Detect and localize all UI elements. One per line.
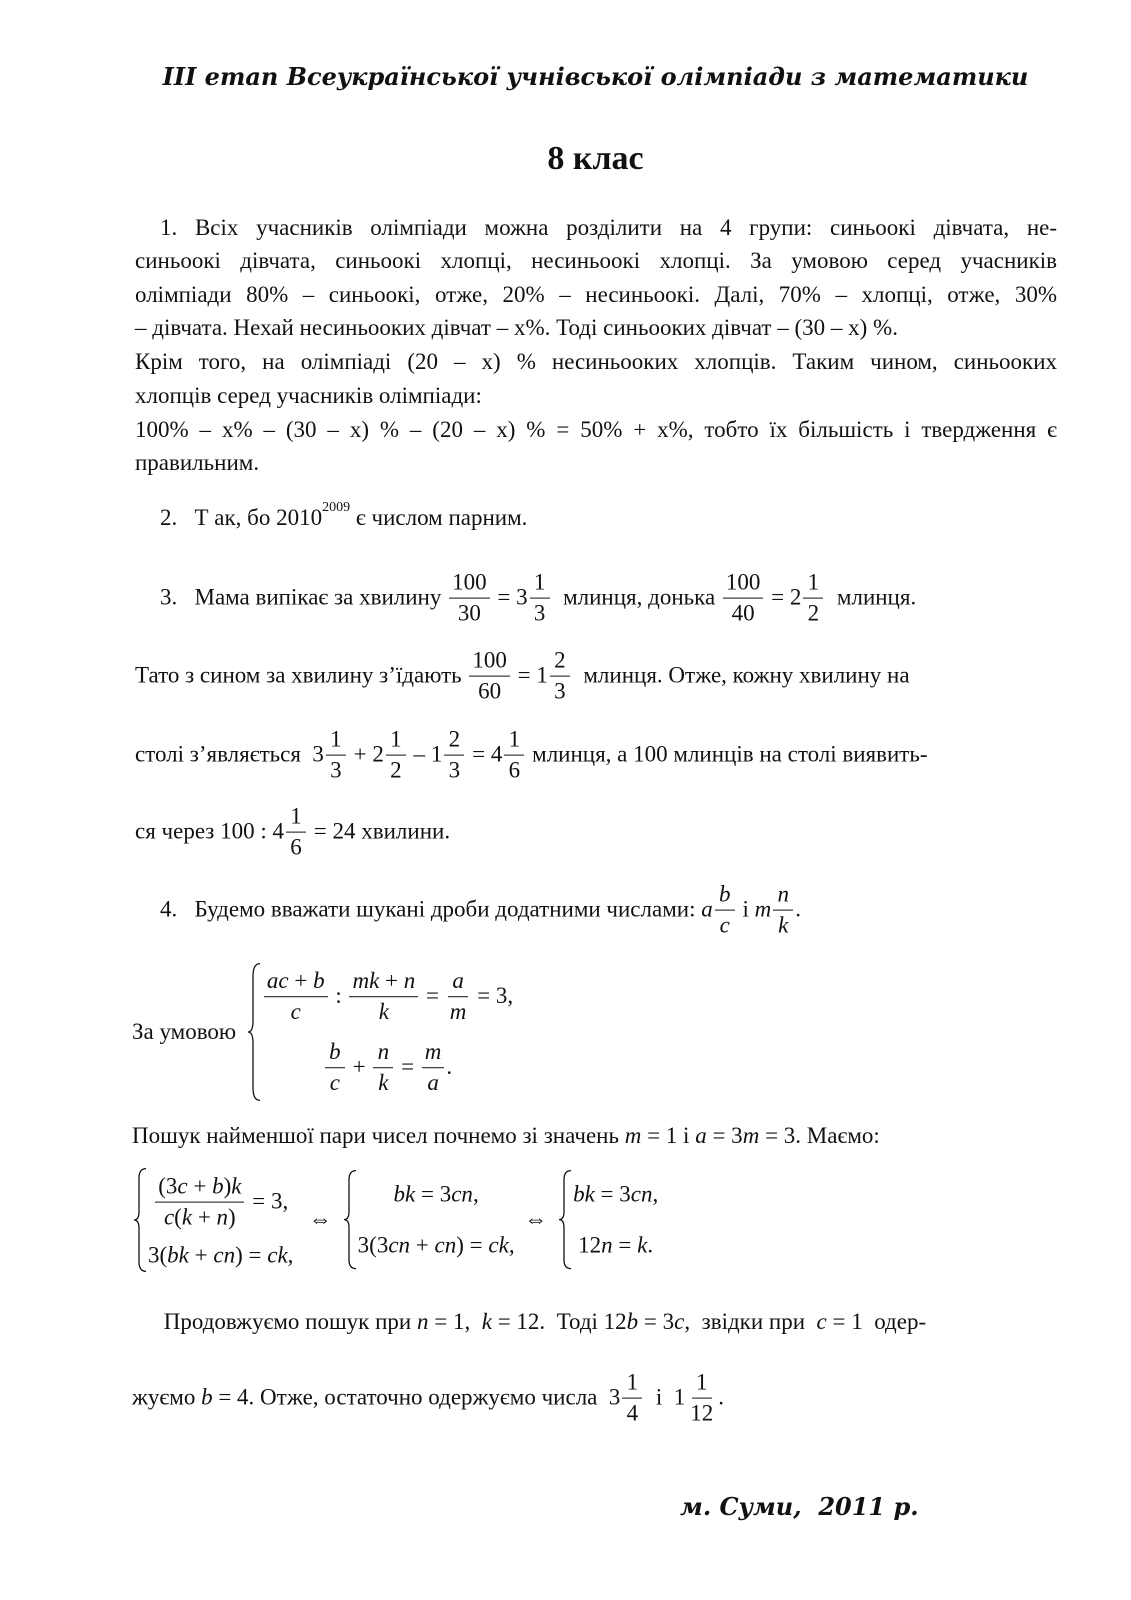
text: +	[188, 1242, 214, 1268]
equation-system	[342, 1170, 515, 1270]
denominator	[775, 911, 791, 941]
text: 2. Т ак, бо 2010	[160, 505, 323, 530]
system-row	[573, 1182, 658, 1208]
text: 100	[472, 647, 507, 673]
math-variable: bk	[573, 1181, 595, 1207]
math-variable: k	[637, 1232, 648, 1258]
text: 1	[290, 803, 302, 829]
text: млинця, а 100 млинців на столі виявить-	[526, 742, 928, 767]
text: )	[223, 1173, 232, 1199]
system-rows	[573, 1170, 658, 1270]
denominator	[551, 677, 569, 707]
text: ,	[287, 1242, 294, 1268]
text: За умовою	[132, 1019, 242, 1044]
fraction	[444, 725, 464, 786]
text: 3	[533, 600, 546, 626]
fraction	[803, 568, 823, 629]
denominator	[805, 599, 823, 629]
text: = 1,	[428, 1309, 482, 1334]
fraction	[504, 725, 524, 786]
text: 1	[696, 1369, 708, 1395]
denominator	[624, 1399, 642, 1429]
math-variable: bk	[393, 1181, 416, 1207]
math-variable: bk	[167, 1242, 189, 1268]
numerator	[773, 880, 793, 911]
text: жуємо	[132, 1385, 202, 1410]
equivalence-systems	[128, 1168, 662, 1273]
text: .	[647, 1232, 654, 1258]
text: ,	[652, 1181, 659, 1207]
text: млинця. Отже, кожну хвилину на	[571, 663, 910, 688]
math-variable: ac	[266, 968, 289, 994]
text: =	[612, 1232, 638, 1258]
fraction	[530, 568, 550, 629]
numerator	[326, 725, 346, 756]
text: +	[187, 1173, 213, 1199]
fraction	[422, 1037, 445, 1098]
denominator	[687, 1399, 716, 1429]
math-variable: b	[329, 1039, 341, 1064]
text: 3(	[148, 1242, 168, 1268]
math-variable: cn	[434, 1232, 457, 1258]
math-variable: m	[449, 999, 467, 1025]
math-variable: n	[777, 881, 789, 907]
text: = 3. Маємо:	[759, 1123, 880, 1148]
continue-line	[135, 1309, 926, 1335]
p1-line: олімпіади 80% – синьоокі, отже, 20% – несиньоокі. Далі, 70% – хлопці, отже, 30%	[135, 282, 1057, 307]
math-variable: n	[601, 1232, 613, 1258]
text: ) =	[235, 1242, 268, 1268]
denominator	[531, 599, 549, 629]
numerator	[422, 1037, 445, 1068]
condition-system	[132, 962, 517, 1102]
numerator	[715, 880, 735, 911]
p1-line: Крім того, на олімпіаді (20 – x) % несиньооких хлопців. Таким чином, синьооких	[135, 349, 1057, 374]
text: = 3,	[246, 1189, 289, 1214]
p1-line: хлопців серед учасників олімпіади:	[135, 383, 482, 408]
p1-line: 100% – x% – (30 – x) % – (20 – x) % = 50% + x%, тобто їх більшість і твердження є	[135, 417, 1057, 442]
numerator	[286, 802, 306, 833]
text: 6	[290, 834, 302, 860]
text: 2	[554, 647, 566, 673]
text: 1	[330, 726, 342, 752]
text: .	[446, 1054, 453, 1080]
system-rows	[148, 1168, 293, 1273]
math-variable: k	[778, 912, 789, 938]
search-line	[132, 1123, 880, 1149]
math-variable: c	[163, 1204, 175, 1230]
footer-place-year: м. Суми, 2011 р.	[680, 1492, 919, 1521]
numerator	[155, 1172, 244, 1203]
equation-system	[132, 1168, 293, 1273]
text: =	[395, 1054, 420, 1080]
fraction	[325, 1037, 345, 1098]
text: +	[346, 1054, 372, 1080]
numerator	[550, 646, 570, 677]
numerator	[723, 568, 764, 599]
math-variable: k	[181, 1204, 193, 1230]
numerator	[622, 1368, 642, 1399]
denominator	[375, 1068, 391, 1098]
math-variable: k	[378, 1069, 389, 1095]
math-variable: b	[626, 1309, 639, 1334]
denominator	[387, 756, 405, 786]
left-brace-icon	[557, 1170, 573, 1270]
text: 1	[390, 726, 402, 752]
text: ,	[472, 1181, 479, 1207]
text: = 2	[765, 585, 802, 610]
fraction	[469, 646, 510, 707]
text: ⇔	[518, 1207, 554, 1232]
text: 4	[626, 1400, 639, 1426]
text: = 3,	[471, 983, 514, 1009]
left-brace-icon	[342, 1170, 358, 1270]
fraction	[373, 1037, 393, 1098]
numerator	[325, 1037, 345, 1068]
denominator	[287, 833, 305, 863]
system-row	[148, 1242, 293, 1268]
math-variable: k	[481, 1309, 492, 1334]
text: +	[192, 1204, 217, 1230]
system-row	[358, 1182, 515, 1208]
math-variable: b	[313, 968, 325, 994]
text: 2	[807, 600, 820, 626]
math-variable: cn	[451, 1181, 473, 1207]
math-variable: c	[290, 999, 301, 1025]
text: +	[288, 968, 314, 994]
math-variable: m	[424, 1039, 442, 1064]
math-variable: k	[378, 999, 389, 1025]
denominator	[288, 997, 304, 1027]
denominator	[475, 677, 504, 707]
text: +	[410, 1232, 435, 1258]
text: 3(3	[357, 1232, 389, 1258]
text: = 4	[466, 742, 503, 767]
text: =	[420, 983, 445, 1009]
math-variable: c	[177, 1173, 188, 1199]
text: 3	[330, 757, 342, 783]
text: – 1	[407, 742, 443, 767]
text: 2	[448, 726, 461, 752]
fraction	[264, 966, 328, 1027]
left-brace-icon	[132, 1168, 148, 1273]
text: Тато з сином за хвилину з’їдають	[135, 663, 468, 688]
denominator	[455, 599, 484, 629]
fraction	[349, 966, 418, 1027]
text: (3	[158, 1173, 178, 1199]
denominator	[161, 1203, 239, 1233]
text: 1	[626, 1369, 639, 1395]
math-variable: cn	[388, 1232, 411, 1258]
fraction	[622, 1368, 642, 1429]
fraction	[773, 880, 793, 941]
fraction	[550, 646, 570, 707]
left-brace-icon	[246, 962, 262, 1102]
grade-heading: 8 клас	[547, 140, 644, 177]
exponent: 2009	[322, 500, 351, 515]
denominator	[446, 756, 464, 786]
denominator	[506, 756, 524, 786]
text: 4. Будемо вважати шукані дроби додатними числами:	[160, 897, 702, 922]
text: 60	[478, 678, 502, 704]
fraction	[286, 802, 306, 863]
text: ) =	[456, 1232, 489, 1258]
numerator	[449, 568, 490, 599]
text: ,	[508, 1232, 515, 1258]
text: +	[379, 968, 404, 994]
denominator	[447, 997, 470, 1027]
text: = 1 і	[641, 1123, 696, 1148]
text: :	[329, 983, 348, 1009]
problem-3-line	[160, 568, 916, 629]
text: 1	[533, 569, 546, 595]
text: є числом парним.	[350, 505, 528, 530]
numerator	[692, 1368, 712, 1399]
fraction	[155, 1172, 244, 1233]
problem-2-line	[160, 500, 528, 531]
text: = 24 хвилини.	[308, 819, 451, 844]
math-variable: m	[742, 1123, 760, 1148]
text: = 3	[594, 1181, 631, 1207]
math-variable: a	[695, 1123, 707, 1148]
text: 3	[448, 757, 461, 783]
math-variable: mk	[352, 968, 380, 994]
text: Пошук найменшої пари чисел почнемо зі значень	[132, 1123, 625, 1148]
text: = 3	[491, 585, 528, 610]
fraction	[326, 725, 346, 786]
text: столі з’являється 3	[135, 742, 324, 767]
text: = 3	[706, 1123, 743, 1148]
system-row	[262, 1037, 513, 1098]
text: 1	[508, 726, 521, 752]
text: 12	[578, 1232, 602, 1258]
math-variable: n	[403, 968, 416, 994]
fraction	[447, 966, 470, 1027]
math-variable: n	[216, 1204, 229, 1230]
denominator	[424, 1068, 442, 1098]
fraction	[715, 880, 735, 941]
problem-4-intro	[160, 880, 801, 941]
denominator	[327, 1068, 343, 1098]
text: = 3	[638, 1309, 675, 1334]
text: млинця.	[825, 585, 917, 610]
text: (	[174, 1204, 182, 1230]
system-row	[148, 1172, 293, 1233]
math-variable: c	[816, 1309, 827, 1334]
math-variable: cn	[213, 1242, 236, 1268]
text: 2	[390, 757, 402, 783]
result-line	[132, 1368, 724, 1429]
p1-line: правильним.	[135, 450, 260, 475]
text: 30	[457, 600, 481, 626]
text: = 1	[511, 663, 548, 688]
text: 40	[731, 600, 755, 626]
fraction	[449, 568, 490, 629]
denominator	[327, 756, 345, 786]
p1-line: синьоокі дівчата, синьоокі хлопці, несиньоокі хлопці. За умовою серед учасників	[135, 248, 1057, 273]
numerator	[530, 568, 550, 599]
text: = 3	[415, 1181, 452, 1207]
numerator	[504, 725, 524, 756]
denominator	[729, 599, 758, 629]
numerator	[349, 966, 418, 997]
math-variable: b	[212, 1173, 224, 1199]
text: )	[228, 1204, 236, 1230]
math-variable: b	[201, 1385, 213, 1410]
system-row	[262, 966, 513, 1027]
math-variable: c	[329, 1069, 340, 1095]
text: = 1 одер-	[826, 1309, 927, 1334]
math-variable: b	[718, 881, 731, 907]
text: млинця, донька	[551, 585, 721, 610]
p1-line: 1. Всіх учасників олімпіади можна розділити на 4 групи: синьоокі дівчата, не-	[160, 215, 1057, 240]
text: + 2	[347, 742, 384, 767]
numerator	[264, 966, 328, 997]
text: і	[736, 897, 755, 922]
text: 3. Мама випікає за хвилину	[160, 585, 448, 610]
text: ⇔	[297, 1207, 338, 1232]
text: 100	[725, 569, 761, 595]
math-variable: m	[754, 897, 772, 922]
system-row	[573, 1233, 658, 1259]
math-variable: c	[719, 912, 730, 938]
math-variable: n	[416, 1309, 429, 1334]
text: .	[795, 897, 801, 922]
text: 3	[554, 678, 566, 704]
math-variable: cn	[630, 1181, 653, 1207]
math-variable: c	[674, 1309, 685, 1334]
text: = 12. Тоді 12	[491, 1309, 627, 1334]
math-variable: a	[427, 1069, 439, 1095]
text: , звідки при	[684, 1309, 817, 1334]
denominator	[376, 997, 392, 1027]
text: 12	[690, 1400, 714, 1426]
text: = 4. Отже, остаточно одержуємо числа 3	[212, 1385, 621, 1410]
math-variable: ck	[267, 1242, 288, 1268]
numerator	[444, 725, 464, 756]
text: Продовжуємо пошук при	[135, 1309, 417, 1334]
p1-line: – дівчата. Нехай несиньооких дівчат – x%. Тоді синьооких дівчат – (30 – x) %.	[135, 315, 898, 340]
document-title: ІІІ етап Всеукраїнської учнівської олімпіади з математики	[162, 62, 1029, 91]
math-variable: a	[701, 897, 713, 922]
equation-system	[557, 1170, 658, 1270]
fraction	[386, 725, 406, 786]
math-variable: m	[624, 1123, 642, 1148]
math-variable: a	[452, 968, 464, 994]
problem-3-line	[135, 646, 910, 707]
numerator	[469, 646, 510, 677]
text: 6	[508, 757, 521, 783]
denominator	[717, 911, 733, 941]
numerator	[386, 725, 406, 756]
text: 1	[807, 569, 820, 595]
system-rows	[358, 1170, 515, 1270]
text: і 1	[644, 1385, 686, 1410]
problem-3-line	[135, 802, 450, 863]
math-variable: k	[231, 1173, 242, 1199]
problem-3-line	[135, 725, 928, 786]
numerator	[373, 1037, 393, 1068]
equation-system	[246, 962, 513, 1102]
numerator	[448, 966, 468, 997]
math-variable: ck	[488, 1232, 509, 1258]
fraction	[723, 568, 764, 629]
text: 100	[452, 569, 487, 595]
fraction	[687, 1368, 716, 1429]
text: .	[718, 1385, 725, 1410]
math-variable: n	[377, 1039, 390, 1064]
numerator	[803, 568, 823, 599]
system-rows	[262, 962, 513, 1102]
system-row	[358, 1233, 515, 1259]
text: ся через 100 : 4	[135, 819, 285, 844]
